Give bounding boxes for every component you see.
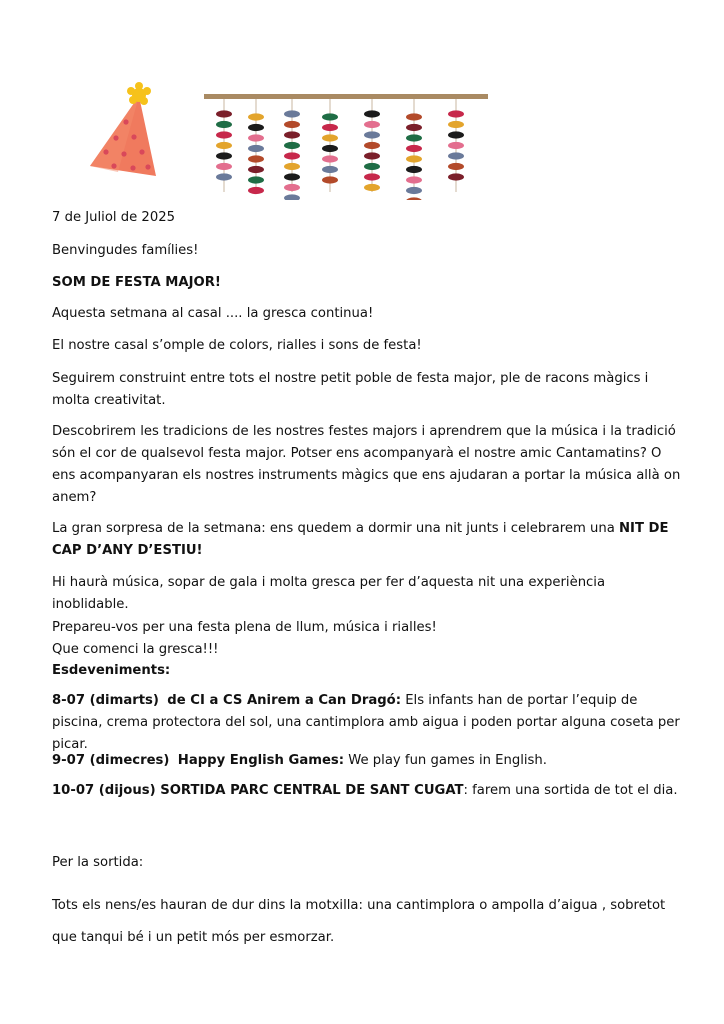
garland-bead xyxy=(322,155,338,162)
outing-line-2: que tanqui bé i un petit mós per esmorzar. xyxy=(52,930,335,945)
garland-bead xyxy=(364,184,380,191)
event-1-title: de CI a CS Anirem a Can Dragó: xyxy=(167,693,402,708)
garland-bead xyxy=(216,142,232,149)
event-1 xyxy=(52,690,682,756)
garland-bead xyxy=(216,131,232,138)
paragraph-6-line-3: Que comenci la gresca!!! xyxy=(52,642,219,657)
paragraph-5-intro: La gran sorpresa de la setmana: ens quedem a dormir una nit junts i celebrarem una xyxy=(52,521,619,536)
event-2 xyxy=(52,750,682,772)
garland-bead xyxy=(406,155,422,162)
garland-bead xyxy=(284,142,300,149)
event-3-date: 10-07 (dijous) SORTIDA PARC CENTRAL DE SANT CUGAT xyxy=(52,783,464,798)
paragraph-5-bold: NIT DE CAP D’ANY D’ESTIU! xyxy=(52,521,669,558)
paragraph-3: Seguirem construint entre tots el nostre petit poble de festa major, ple de racons màgics i molta creativitat. xyxy=(52,371,649,408)
garland-bead xyxy=(322,134,338,141)
garland-bead xyxy=(364,152,380,159)
garland-bead xyxy=(448,173,464,180)
event-2-date: 9-07 (dimecres) xyxy=(52,753,170,768)
garland-bead xyxy=(322,166,338,173)
garland-rod xyxy=(204,94,488,99)
garland-bead xyxy=(284,121,300,128)
garland-bead xyxy=(248,155,264,162)
garland-bead xyxy=(216,121,232,128)
garland-bead xyxy=(448,121,464,128)
garland-bead xyxy=(406,113,422,120)
party-hat-icon xyxy=(86,82,162,182)
garland-bead xyxy=(406,187,422,194)
letter-headline: SOM DE FESTA MAJOR! xyxy=(52,275,221,290)
event-3-description: : farem una sortida de tot el dia. xyxy=(463,783,678,798)
garland-bead xyxy=(248,176,264,183)
garland-bead xyxy=(284,110,300,117)
garland-bead xyxy=(216,173,232,180)
bead-garland-illustration xyxy=(204,92,488,200)
garland-bead xyxy=(322,176,338,183)
garland-bead xyxy=(216,110,232,117)
garland-bead xyxy=(216,152,232,159)
garland-bead xyxy=(364,163,380,170)
garland-bead xyxy=(322,145,338,152)
garland-bead xyxy=(248,113,264,120)
garland-bead xyxy=(448,131,464,138)
garland-bead xyxy=(284,194,300,200)
garland-bead xyxy=(406,176,422,183)
garland-bead xyxy=(322,113,338,120)
garland-bead xyxy=(448,110,464,117)
letter-greeting: Benvingudes famílies! xyxy=(52,243,199,258)
garland-bead xyxy=(216,163,232,170)
event-1-date: 8-07 (dimarts) xyxy=(52,693,159,708)
event-1-description: Els infants han de portar l’equip de piscina, crema protectora del sol, una cantimplora amb aigua i poden portar alguna coseta per picar. xyxy=(52,693,680,752)
garland-bead xyxy=(448,142,464,149)
garland-bead xyxy=(448,163,464,170)
garland-bead xyxy=(364,110,380,117)
garland-bead xyxy=(364,121,380,128)
garland-bead xyxy=(406,197,422,200)
paragraph-4: Descobrirem les tradicions de les nostres festes majors i aprendrem que la música i la tradició són el cor de qualsevol festa major. Potser ens acompanyarà el nostre amic Cantamatins? O ens acompanyaran els nostres instruments màgics que ens ajudaran a portar la música allà on anem? xyxy=(52,424,681,505)
garland-bead xyxy=(406,124,422,131)
garland-bead xyxy=(284,131,300,138)
garland-bead xyxy=(322,124,338,131)
event-2-title: Happy English Games: xyxy=(177,753,345,768)
garland-bead xyxy=(448,152,464,159)
garland-bead xyxy=(284,184,300,191)
garland-bead xyxy=(284,173,300,180)
paragraph-6-line-2: Prepareu-vos per una festa plena de llum, música i rialles! xyxy=(52,620,437,635)
paragraph-2: El nostre casal s’omple de colors, rialles i sons de festa! xyxy=(52,338,422,353)
event-2-description: We play fun games in English. xyxy=(344,753,547,768)
garland-bead xyxy=(364,173,380,180)
garland-bead xyxy=(248,187,264,194)
garland-bead xyxy=(284,163,300,170)
event-3 xyxy=(52,780,682,802)
outing-line-1: Tots els nens/es hauran de dur dins la motxilla: una cantimplora o ampolla d’aigua , sobretot xyxy=(52,898,666,913)
garland-bead xyxy=(406,145,422,152)
paragraph-5 xyxy=(52,518,682,562)
garland-bead xyxy=(248,124,264,131)
garland-bead xyxy=(284,152,300,159)
garland-bead xyxy=(406,166,422,173)
garland-bead xyxy=(248,166,264,173)
garland-bead xyxy=(364,142,380,149)
garland-bead xyxy=(364,131,380,138)
outing-heading: Per la sortida: xyxy=(52,855,144,870)
paragraph-1: Aquesta setmana al casal .... la gresca continua! xyxy=(52,306,374,321)
garland-bead xyxy=(248,145,264,152)
bead-strands xyxy=(216,99,464,200)
party-hat-pompom xyxy=(127,82,151,105)
garland-bead xyxy=(248,134,264,141)
garland-bead xyxy=(406,134,422,141)
events-heading: Esdeveniments: xyxy=(52,663,171,678)
paragraph-6-line-1: Hi haurà música, sopar de gala i molta gresca per fer d’aquesta nit una experiència inoblidable. xyxy=(52,575,606,612)
letter-date: 7 de Juliol de 2025 xyxy=(52,210,175,225)
